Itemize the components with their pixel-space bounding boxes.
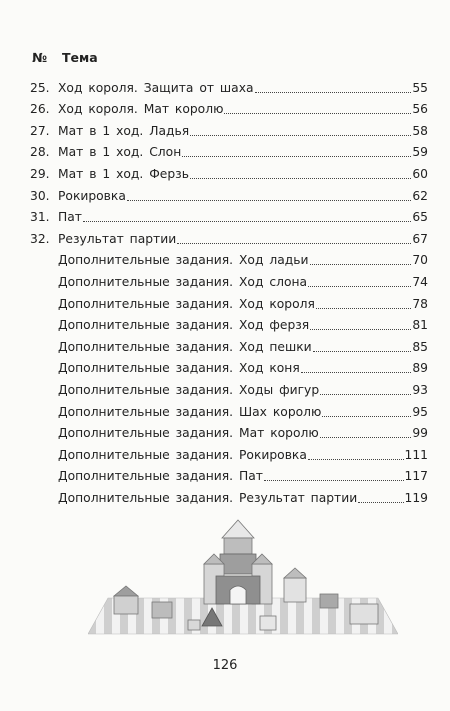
entry-page: 59 [412,145,428,160]
entry-number: 26. [30,102,50,117]
number-column-header: № [32,50,48,65]
toc-entry [30,484,428,506]
toc-entry [30,225,428,247]
page-number: 126 [212,658,238,673]
dot-leader [316,308,411,309]
entry-title: Ход короля. Защита от шаха [58,80,254,95]
entry-page: 60 [412,166,428,181]
toc-entry [30,441,428,463]
cube-block [260,616,276,630]
topic-column-header: Тема [62,50,98,65]
entry-number: 31. [30,210,50,225]
entry-number: 29. [30,166,50,181]
toc-header [32,50,422,72]
entry-page: 65 [412,210,428,225]
entry-page: 89 [412,361,428,376]
entry-page: 62 [412,188,428,203]
toc-entry [30,139,428,161]
entry-title: Дополнительные задания. Ход короля [58,296,315,311]
entry-title: Дополнительные задания. Шах королю [58,404,322,419]
toc-entry [30,376,428,398]
entry-page: 78 [412,296,428,311]
entry-title: Ход короля. Мат королю [58,102,224,117]
entry-title: Дополнительные задания. Результат партии [58,490,358,505]
entry-title: Дополнительные задания. Ходы фигур [58,382,320,397]
block-right-1 [284,578,306,602]
entry-page: 119 [404,490,428,505]
dot-leader [320,394,411,395]
block-right-roof [284,568,306,578]
entry-page: 111 [404,447,428,462]
dot-leader [255,92,412,93]
toc-entry [30,463,428,485]
entry-number: 30. [30,188,50,203]
dot-leader [83,221,411,222]
entry-title: Мат в 1 ход. Слон [58,145,182,160]
entry-page: 117 [404,469,428,484]
tower-roof [222,520,254,538]
toc-entry [30,204,428,226]
entry-title: Рокировка [58,188,126,203]
toc-entry [30,355,428,377]
dot-leader [182,156,411,157]
small-block [188,620,200,630]
dot-leader [301,372,412,373]
toc-entry [30,398,428,420]
entry-page: 70 [412,253,428,268]
tower-middle [220,554,256,574]
entry-number: 32. [30,231,50,246]
entry-page: 55 [412,80,428,95]
entry-title: Мат в 1 ход. Ладья [58,123,190,138]
toc-entry [30,420,428,442]
block-left-1 [114,596,138,614]
dot-leader [322,416,411,417]
entry-page: 93 [412,382,428,397]
entry-title: Дополнительные задания. Ход пешки [58,339,312,354]
dot-leader [310,264,412,265]
dot-leader [190,178,411,179]
dot-leader [177,243,411,244]
entry-page: 81 [412,318,428,333]
toc-entry [30,312,428,334]
entry-title: Мат в 1 ход. Ферзь [58,166,189,181]
entry-title: Дополнительные задания. Ход ладьи [58,253,309,268]
entry-title: Дополнительные задания. Ход коня [58,361,300,376]
entry-page: 74 [412,274,428,289]
dot-leader [190,135,411,136]
table-of-contents [30,74,428,506]
entry-number: 28. [30,145,50,160]
entry-title: Дополнительные задания. Ход ферзя [58,318,310,333]
dot-leader [127,200,411,201]
entry-title: Результат партии [58,231,177,246]
entry-number: 27. [30,123,50,138]
dot-leader [310,329,411,330]
toc-entry [30,117,428,139]
entry-title: Пат [58,210,82,225]
entry-number: 25. [30,80,50,95]
entry-page: 95 [412,404,428,419]
block-right-3 [350,604,378,624]
entry-page: 99 [412,426,428,441]
entry-page: 58 [412,123,428,138]
chess-castle-illustration [88,516,398,646]
toc-entry [30,74,428,96]
toc-entry [30,290,428,312]
entry-title: Дополнительные задания. Ход слона [58,274,308,289]
dot-leader [320,437,412,438]
dot-leader [313,351,412,352]
toc-entry [30,268,428,290]
entry-title: Дополнительные задания. Пат [58,469,263,484]
dot-leader [308,459,404,460]
tower-top [224,538,252,554]
dot-leader [224,113,411,114]
toc-entry [30,160,428,182]
toc-entry [30,96,428,118]
toc-entry [30,247,428,269]
toc-entry [30,333,428,355]
block-left-roof [114,586,138,596]
entry-page: 56 [412,102,428,117]
entry-page: 67 [412,231,428,246]
block-left-2 [152,602,172,618]
block-right-2 [320,594,338,608]
entry-page: 85 [412,339,428,354]
dot-leader [308,286,411,287]
castle-gate [230,586,246,604]
toc-entry [30,182,428,204]
dot-leader [264,480,404,481]
dot-leader [358,502,403,503]
entry-title: Дополнительные задания. Рокировка [58,447,307,462]
entry-title: Дополнительные задания. Мат королю [58,426,319,441]
